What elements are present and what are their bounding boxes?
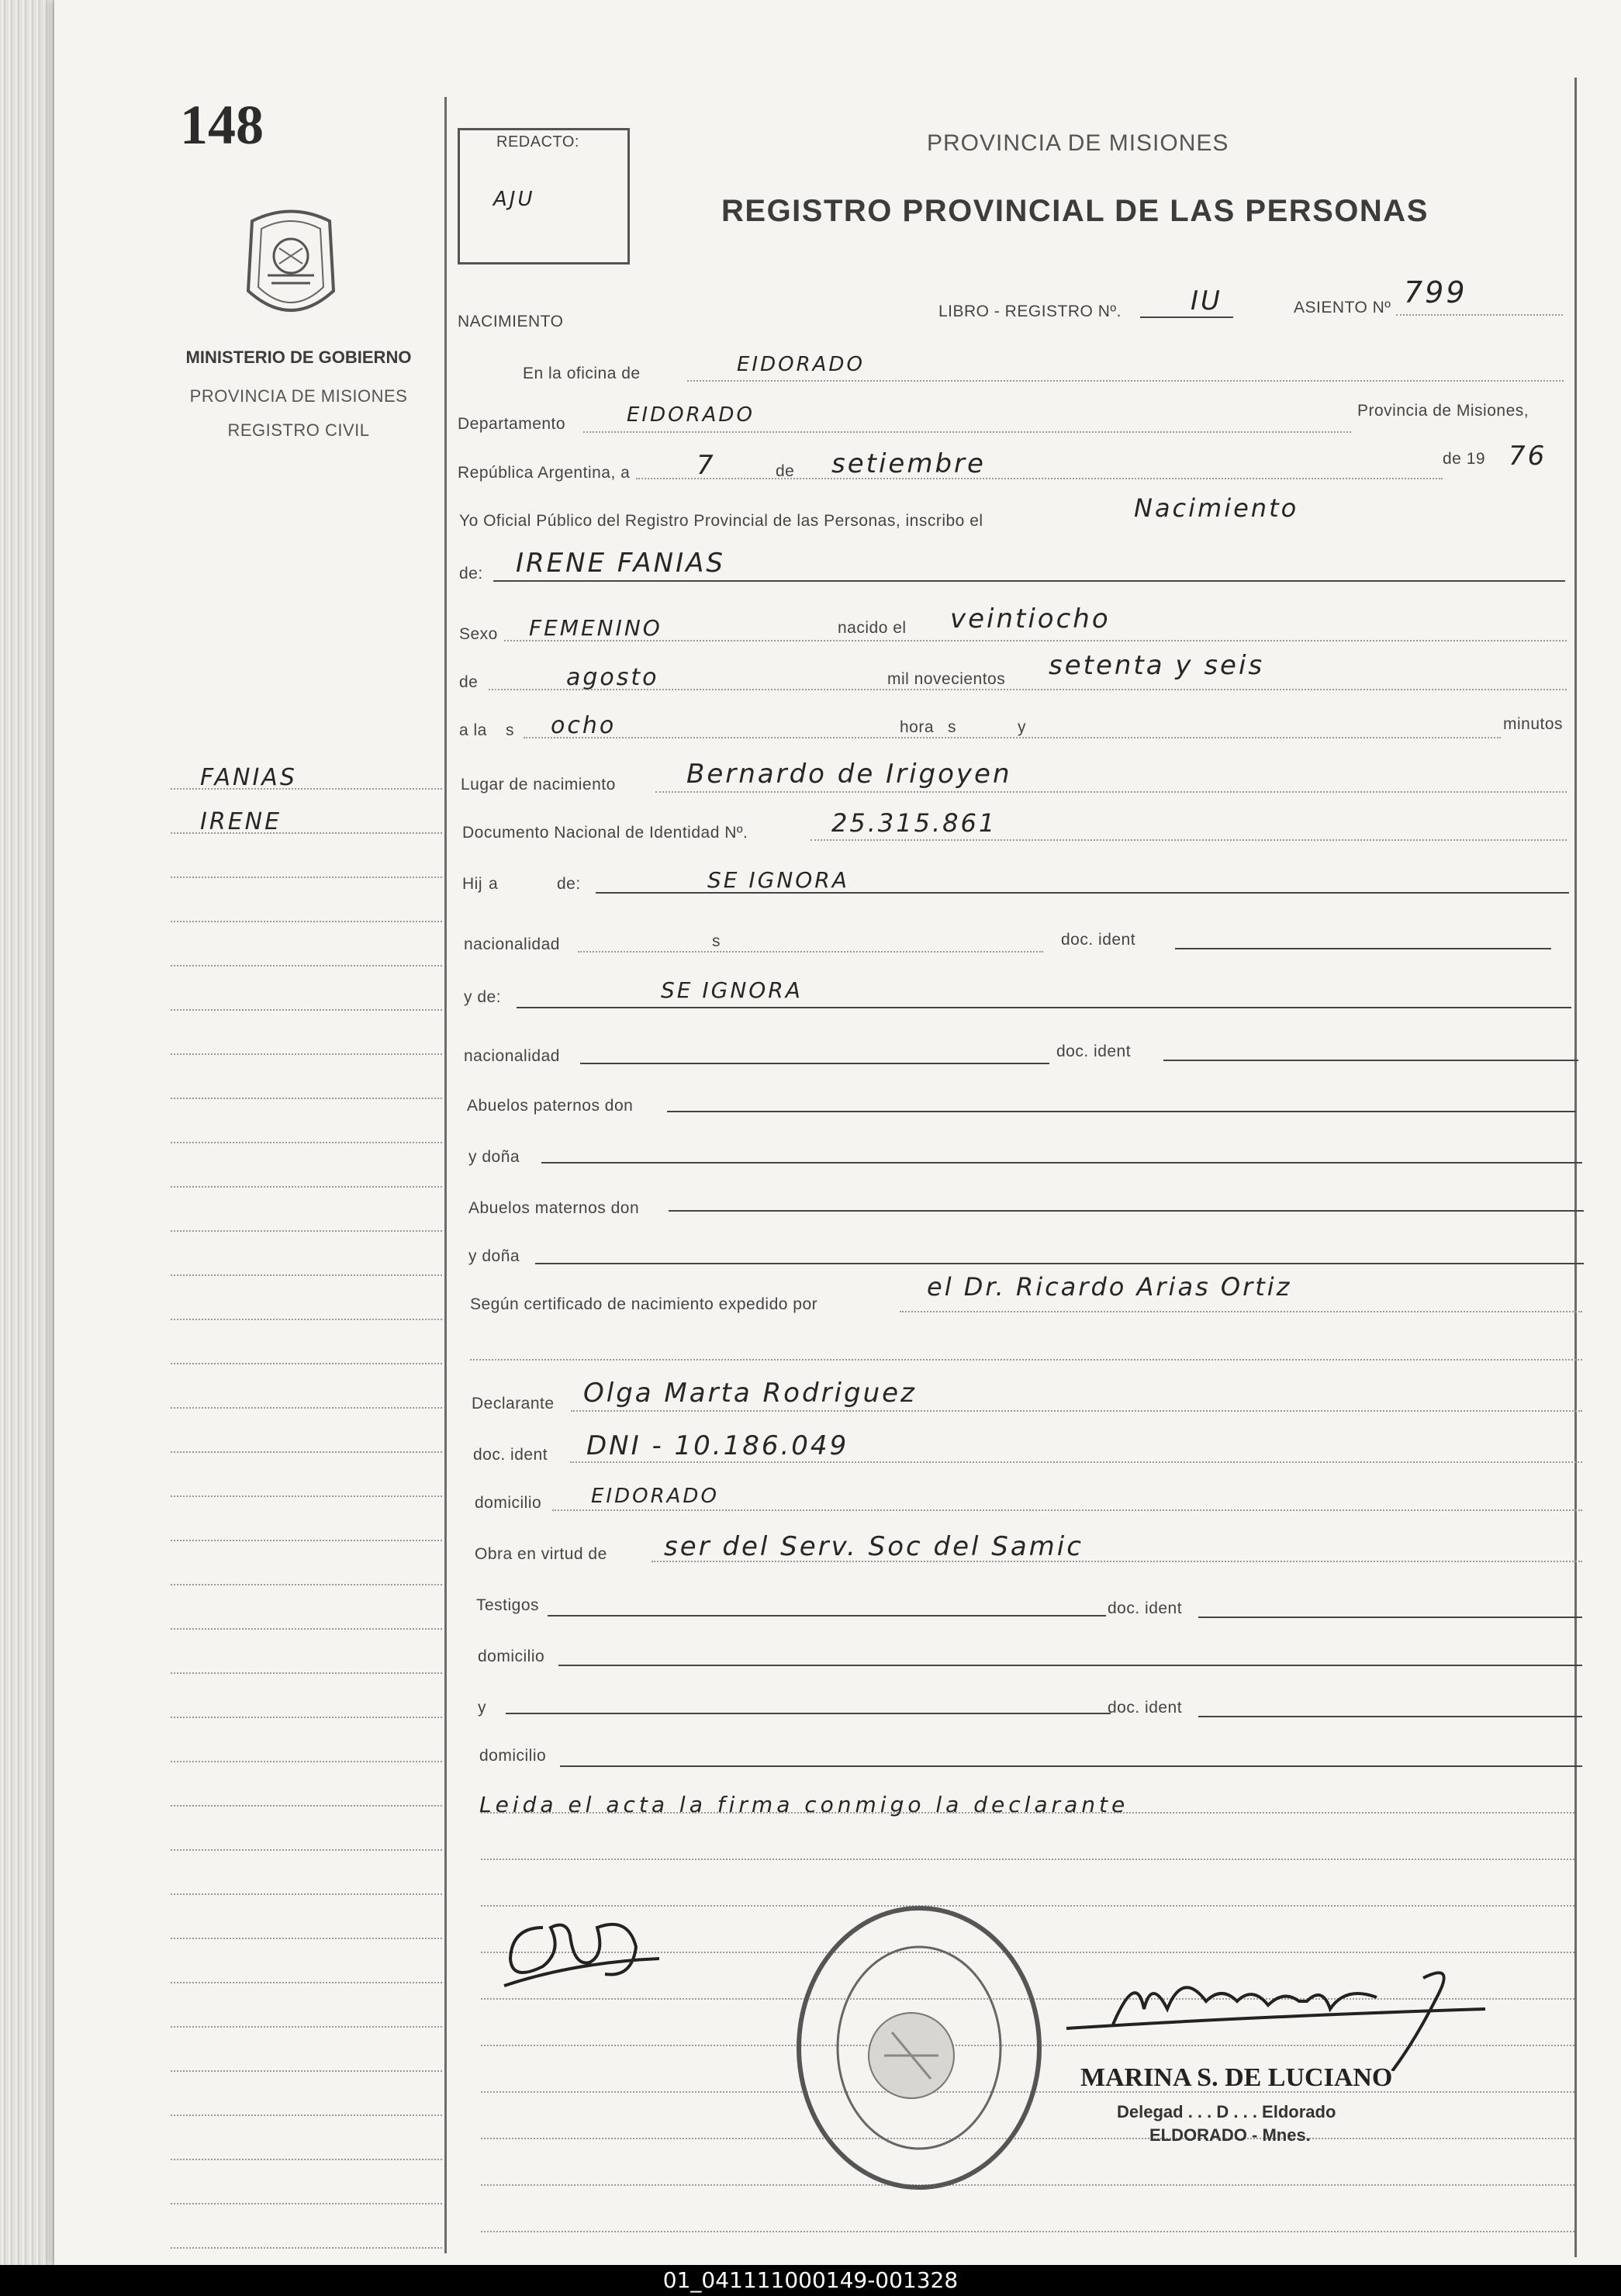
doc-ident-decl-line: [570, 1461, 1582, 1463]
dni-line: [810, 839, 1567, 841]
margin-ruled-line: [171, 1717, 442, 1718]
mother-value: SE IGNORA: [707, 867, 849, 893]
margin-ruled-line: [171, 1893, 442, 1895]
doc-ident2-label: doc. ident: [1056, 1043, 1132, 1060]
certificado-label: Según certificado de nacimiento expedido por: [470, 1295, 818, 1313]
nacido-month-value: agosto: [566, 664, 659, 691]
dni-label: Documento Nacional de Identidad Nº.: [462, 824, 748, 842]
agosto-line: [489, 689, 1567, 690]
province-label: PROVINCIA DE MISIONES: [189, 386, 408, 406]
official-role: Delegad . . . D . . . Eldorado: [1117, 2102, 1336, 2121]
father-line: [517, 1007, 1571, 1008]
file-id-footer: 01_041111000149-001328: [0, 2265, 1621, 2296]
declarante-value: Olga Marta Rodriguez: [583, 1378, 917, 1409]
libro-label: LIBRO - REGISTRO Nº.: [938, 303, 1122, 320]
departamento-line: [583, 431, 1351, 433]
oficina-line: [687, 380, 1564, 382]
domicilio-label: domicilio: [475, 1494, 542, 1512]
registry-label: REGISTRO CIVIL: [227, 420, 370, 440]
domicilio-line: [552, 1509, 1582, 1511]
nacido-value: veintiocho: [950, 603, 1111, 635]
margin-ruled-line: [171, 1053, 442, 1055]
ministry-label: MINISTERIO DE GOBIERNO: [185, 348, 412, 367]
obra-label: Obra en virtud de: [475, 1545, 607, 1563]
margin-ruled-line: [171, 1628, 442, 1630]
abuelos-maternos-line: [669, 1210, 1584, 1212]
year-label: de 19: [1443, 450, 1486, 468]
hora-s: s: [948, 718, 956, 736]
margin-ruled-line: [171, 1274, 442, 1276]
doc-ident-t1-label: doc. ident: [1108, 1599, 1183, 1617]
sexo-label: Sexo: [459, 625, 498, 643]
margin-ruled-line: [171, 1805, 442, 1807]
closing-ruled-line: [481, 1812, 1574, 1814]
asiento-value: 799: [1404, 275, 1467, 309]
alas-label: a la: [459, 721, 487, 739]
margin-ruled-line: [171, 2026, 442, 2028]
month-value: setiembre: [831, 448, 986, 479]
margin-ruled-line: [171, 877, 442, 878]
margin-ruled-line: [171, 1186, 442, 1188]
republica-line: [636, 478, 1443, 479]
hora-line: [524, 737, 1501, 738]
lugar-value: Bernardo de Irigoyen: [686, 759, 1012, 790]
margin-ruled-line: [171, 1319, 442, 1320]
abuelos-paternos-line: [667, 1111, 1576, 1112]
nacionalidad-value: s: [712, 932, 721, 950]
alas-s: s: [506, 721, 514, 739]
year-value: 76: [1509, 441, 1547, 472]
margin-ruled-line: [171, 1496, 442, 1497]
margin-ruled-line: [171, 1584, 442, 1585]
province-seal-icon: [237, 206, 345, 330]
certificado-value: el Dr. Ricardo Arias Ortiz: [927, 1272, 1292, 1302]
margin-rule: [444, 97, 447, 2253]
official-signature-icon: [1051, 1955, 1501, 2071]
de-label: de: [776, 462, 795, 480]
obra-line: [652, 1561, 1582, 1562]
domicilio-t1-line: [558, 1665, 1582, 1666]
redacto-value: AJU: [493, 188, 535, 211]
domicilio-t2-line: [560, 1765, 1582, 1767]
margin-ruled-line: [171, 2247, 442, 2249]
y-t2-label: y: [478, 1699, 486, 1717]
margin-ruled-line: [171, 1407, 442, 1409]
page-number: 148: [180, 94, 264, 156]
margin-ruled-line: [171, 1363, 442, 1364]
asiento-label: ASIENTO Nº: [1294, 299, 1391, 316]
day-value: 7: [696, 450, 716, 481]
abuelos-paternos-label: Abuelos paternos don: [467, 1097, 634, 1115]
nacionalidad2-line: [580, 1063, 1049, 1064]
y-dona1-line: [541, 1162, 1582, 1164]
redacto-label: REDACTO:: [496, 133, 579, 150]
libro-value: IU: [1191, 285, 1222, 316]
de2-label: de: [459, 673, 479, 691]
margin-ruled-line: [171, 1982, 442, 1983]
asiento-line: [1396, 314, 1563, 316]
margin-ruled-line: [171, 2203, 442, 2204]
margin-note-surname: FANIAS: [200, 764, 297, 791]
domicilio-t2-label: domicilio: [479, 1747, 547, 1765]
hour-value: ocho: [551, 712, 617, 739]
nacionalidad-line: [578, 951, 1043, 953]
doc-ident-label: doc. ident: [1061, 931, 1136, 949]
declarant-signature-icon: [496, 1904, 675, 1997]
departamento-label: Departamento: [458, 415, 566, 433]
testigos-label: Testigos: [476, 1596, 540, 1614]
doc-ident-decl-value: DNI - 10.186.049: [586, 1430, 849, 1461]
domicilio-value: EIDORADO: [591, 1485, 719, 1508]
margin-ruled-line: [171, 1540, 442, 1541]
sexo-value: FEMENINO: [529, 615, 662, 641]
doc-ident2-line: [1163, 1060, 1578, 1061]
lugar-label: Lugar de nacimiento: [461, 776, 616, 794]
minutos-label: minutos: [1503, 715, 1564, 733]
closing-ruled-line: [481, 1859, 1574, 1860]
nacionalidad-label: nacionalidad: [464, 935, 560, 953]
official-place: ELDORADO - Mnes.: [1149, 2125, 1311, 2145]
oficina-value: EIDORADO: [737, 353, 865, 376]
hija-label: Hij: [462, 875, 482, 893]
margin-ruled-line: [171, 1230, 442, 1232]
oficial-text: Yo Oficial Público del Registro Provincial de las Personas, inscribo el: [459, 512, 983, 530]
hija-de-label: de:: [557, 875, 581, 893]
libro-line: [1140, 316, 1233, 318]
y-de-label: y de:: [464, 988, 502, 1006]
margin-ruled-line: [171, 2070, 442, 2072]
name-value: IRENE FANIAS: [516, 548, 725, 579]
right-rule: [1574, 78, 1577, 2257]
hija-a: a: [489, 875, 499, 893]
doc-ident-t2-line: [1198, 1716, 1582, 1717]
mil-label: mil novecientos: [887, 670, 1006, 688]
declarante-line: [571, 1410, 1582, 1412]
margin-ruled-line: [171, 1672, 442, 1674]
father-value: SE IGNORA: [661, 977, 803, 1003]
closing-ruled-line: [481, 2231, 1574, 2232]
province-header: PROVINCIA DE MISIONES: [927, 130, 1229, 156]
margin-ruled-line: [171, 965, 442, 966]
y-dona1-label: y doña: [468, 1148, 520, 1166]
departamento-value: EIDORADO: [627, 403, 755, 427]
domicilio-t1-label: domicilio: [478, 1648, 545, 1665]
margin-ruled-line: [171, 1938, 442, 1939]
declarante-label: Declarante: [472, 1395, 555, 1413]
republica-label: República Argentina, a: [458, 464, 631, 482]
doc-ident-t1-line: [1198, 1617, 1582, 1618]
t2-line: [506, 1713, 1111, 1714]
margin-ruled-line: [171, 2159, 442, 2160]
margin-ruled-line: [171, 1098, 442, 1099]
doc-ident-decl-label: doc. ident: [473, 1446, 548, 1464]
y-dona2-label: y doña: [468, 1247, 520, 1265]
margin-ruled-line: [171, 2114, 442, 2116]
nacido-label: nacido el: [838, 619, 907, 637]
margin-ruled-line: [171, 921, 442, 922]
mother-line: [596, 892, 1569, 894]
doc-ident-line: [1175, 948, 1551, 949]
y-label: y: [1018, 718, 1026, 736]
de-name-label: de:: [459, 565, 483, 583]
oficial-value: Nacimiento: [1134, 493, 1299, 523]
name-line: [493, 580, 1565, 582]
lugar-line: [655, 791, 1567, 793]
dni-value: 25.315.861: [831, 808, 997, 838]
doc-ident-t2-label: doc. ident: [1108, 1699, 1183, 1717]
blank-line-1: [470, 1359, 1582, 1361]
margin-ruled-line: [171, 1451, 442, 1453]
provincia-label: Provincia de Misiones,: [1357, 402, 1529, 420]
mil-value: setenta y seis: [1049, 650, 1265, 681]
certificado-line: [900, 1311, 1582, 1312]
hora-label: hora: [900, 718, 935, 736]
official-name: MARINA S. DE LUCIANO: [1080, 2063, 1393, 2092]
margin-ruled-line: [171, 1009, 442, 1011]
margin-ruled-line: [171, 1142, 442, 1143]
margin-ruled-line: [171, 1761, 442, 1762]
y-dona2-line: [535, 1263, 1584, 1264]
testigos-line: [548, 1615, 1106, 1617]
official-stamp-icon: [791, 1900, 1047, 2195]
margin-ruled-line: [171, 1849, 442, 1851]
abuelos-maternos-label: Abuelos maternos don: [468, 1199, 640, 1217]
sexo-line: [504, 640, 1567, 641]
record-type: NACIMIENTO: [458, 313, 564, 330]
margin-note-given: IRENE: [200, 808, 282, 835]
obra-value: ser del Serv. Soc del Samic: [664, 1531, 1084, 1562]
nacionalidad2-label: nacionalidad: [464, 1047, 560, 1065]
oficina-label: En la oficina de: [523, 365, 641, 382]
closing-note: Leida el acta la firma conmigo la declarante: [479, 1792, 1129, 1817]
registry-title: REGISTRO PROVINCIAL DE LAS PERSONAS: [721, 194, 1429, 228]
